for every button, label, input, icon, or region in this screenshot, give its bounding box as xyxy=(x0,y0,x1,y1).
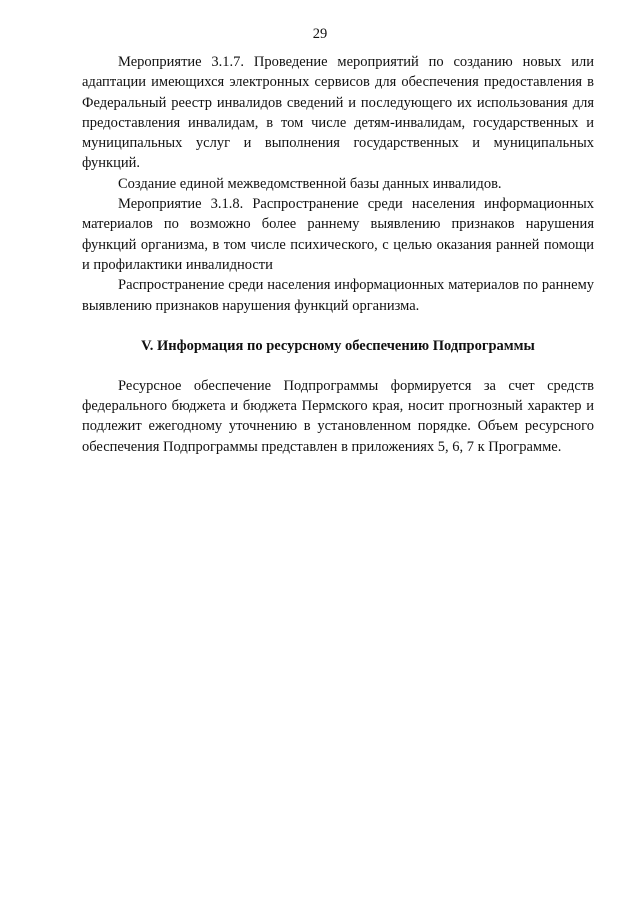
paragraph-database: Создание единой межведомственной базы данных инвалидов. xyxy=(118,175,502,192)
paragraph-measure-3-1-7: Мероприятие 3.1.7. Проведение мероприятий по созданию новых или адаптации имеющихся электронных сервисов для обеспечения предоставления в Федеральный реестр инвалидов сведений и последующего их использования для предоставления инвалидам, в том числе детям-инвалидам, государственных и муниципальных услуг и выполнения государственных и муниципальных функций. xyxy=(82,54,594,172)
paragraph-distribution: Распространение среди населения информационных материалов по раннему выявлению признаков нарушения функций организма. xyxy=(82,277,594,314)
paragraph-resource-support: Ресурсное обеспечение Подпрограммы формируется за счет средств федерального бюджета и бюджета Пермского края, носит прогнозный характер и подлежит ежегодному уточнению в установленном порядке. Объем ресурсного обеспечения Подпрограммы представлен в приложениях 5, 6, 7 к Программе. xyxy=(82,377,594,455)
page-number: 29 xyxy=(312,26,328,42)
section-heading: V. Информация по ресурсному обеспечению Подпрограммы xyxy=(141,337,535,354)
document-body xyxy=(82,52,594,457)
paragraph-measure-3-1-8: Мероприятие 3.1.8. Распространение среди населения информационных материалов по возможно более раннему выявлению признаков нарушения функций организма, в том числе психического, с целью оказания ранней помощи и профилактики инвалидности xyxy=(82,196,594,273)
